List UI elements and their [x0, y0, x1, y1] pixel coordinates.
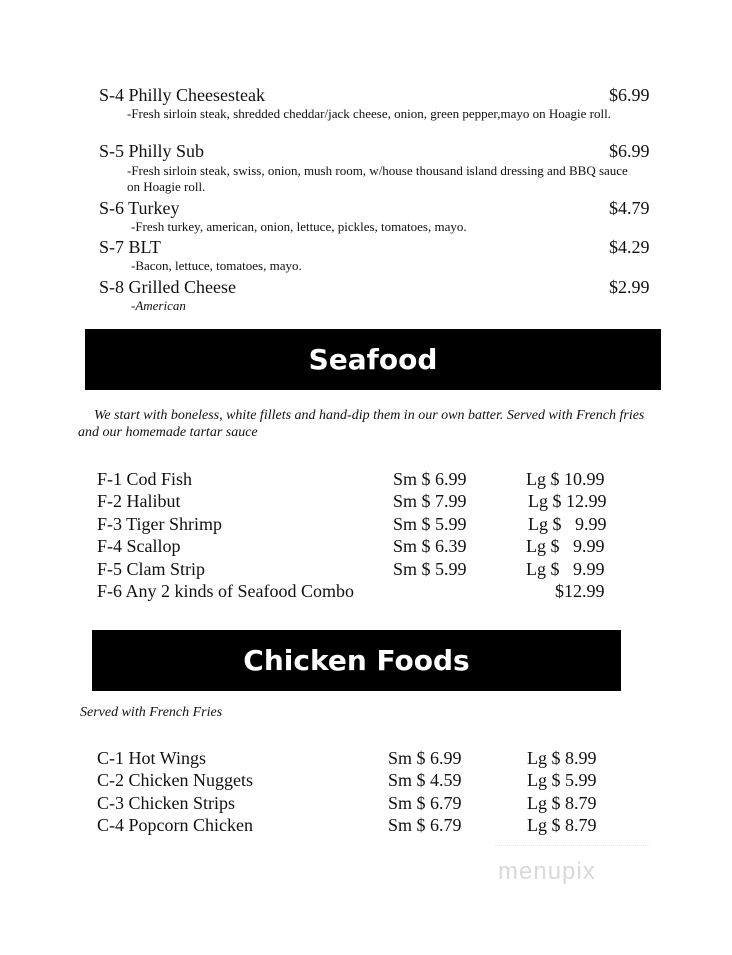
menu-row-small-price: Sm $ 6.79 — [388, 815, 462, 835]
menu-row-small-price: Sm $ 5.99 — [393, 559, 467, 579]
menu-row-name: F-3 Tiger Shrimp — [97, 514, 223, 534]
item-price: $6.99 — [609, 85, 650, 105]
item-description: -Bacon, lettuce, tomatoes, mayo. — [131, 258, 302, 273]
menu-row-small-price: Sm $ 6.39 — [393, 536, 467, 556]
menu-row-name: C-3 Chicken Strips — [97, 793, 235, 813]
menu-row-large-price: Lg $ 5.99 — [527, 770, 597, 790]
item-price: $4.29 — [609, 237, 650, 257]
item-title: S-7 BLT — [99, 237, 161, 257]
menu-row-small-price: Sm $ 5.99 — [393, 514, 467, 534]
section-heading: Seafood — [308, 343, 438, 376]
menu-row-large-price: Lg $ 9.99 — [526, 536, 605, 556]
menu-row-name: F-5 Clam Strip — [97, 559, 206, 579]
menu-row-small-price: Sm $ 6.79 — [388, 793, 462, 813]
item-description: -Fresh sirloin steak, shredded cheddar/jack cheese, onion, green pepper,mayo on Hoagie roll. — [127, 106, 611, 121]
menu-row-name: F-2 Halibut — [97, 491, 181, 511]
section-header-chicken — [92, 630, 621, 691]
item-description: -American — [131, 298, 186, 313]
menu-row-large-price: Lg $ 8.79 — [527, 793, 597, 813]
section-intro: We start with boneless, white fillets and hand-dip them in our own batter. Served with French fries and our homemade tartar sauce — [78, 408, 645, 440]
item-price: $6.99 — [609, 141, 650, 161]
item-title: S-4 Philly Cheesesteak — [99, 85, 265, 105]
section-heading: Chicken Foods — [243, 644, 470, 677]
menu-row-small-price: Sm $ 6.99 — [388, 748, 462, 768]
menu-row-name: C-2 Chicken Nuggets — [97, 770, 253, 790]
item-title: S-8 Grilled Cheese — [99, 277, 236, 297]
menu-row-large-price: Lg $ 9.99 — [526, 559, 605, 579]
item-description: -Fresh turkey, american, onion, lettuce, pickles, tomatoes, mayo. — [131, 219, 467, 234]
menu-row-large-price: Lg $ 9.99 — [528, 514, 607, 534]
menu-row-large-price: Lg $ 12.99 — [528, 491, 607, 511]
item-price: $4.79 — [609, 198, 650, 218]
menu-row-name: F-4 Scallop — [97, 536, 181, 556]
item-price: $2.99 — [609, 277, 650, 297]
menu-row-price: $12.99 — [555, 581, 605, 601]
section-header-seafood — [85, 329, 661, 390]
section-intro: Served with French Fries — [80, 705, 223, 720]
watermark-rule — [495, 845, 650, 846]
menu-row-small-price: Sm $ 7.99 — [393, 491, 467, 511]
item-description: -Fresh sirloin steak, swiss, onion, mush room, w/house thousand island dressing and BBQ sauce on Hoagie roll. — [127, 163, 628, 194]
menu-row-large-price: Lg $ 8.79 — [527, 815, 597, 835]
menu-row-name: C-1 Hot Wings — [97, 748, 206, 768]
item-title: S-5 Philly Sub — [99, 141, 205, 161]
menu-row-small-price: Sm $ 6.99 — [393, 469, 467, 489]
menu-row-name: C-4 Popcorn Chicken — [97, 815, 253, 835]
item-title: S-6 Turkey — [99, 198, 180, 218]
menu-row-name: F-6 Any 2 kinds of Seafood Combo — [97, 581, 355, 601]
menu-row-large-price: Lg $ 8.99 — [527, 748, 597, 768]
watermark-logo: menupix — [498, 858, 596, 885]
menu-row-large-price: Lg $ 10.99 — [526, 469, 605, 489]
menu-row-small-price: Sm $ 4.59 — [388, 770, 462, 790]
menu-row-name: F-1 Cod Fish — [97, 469, 193, 489]
